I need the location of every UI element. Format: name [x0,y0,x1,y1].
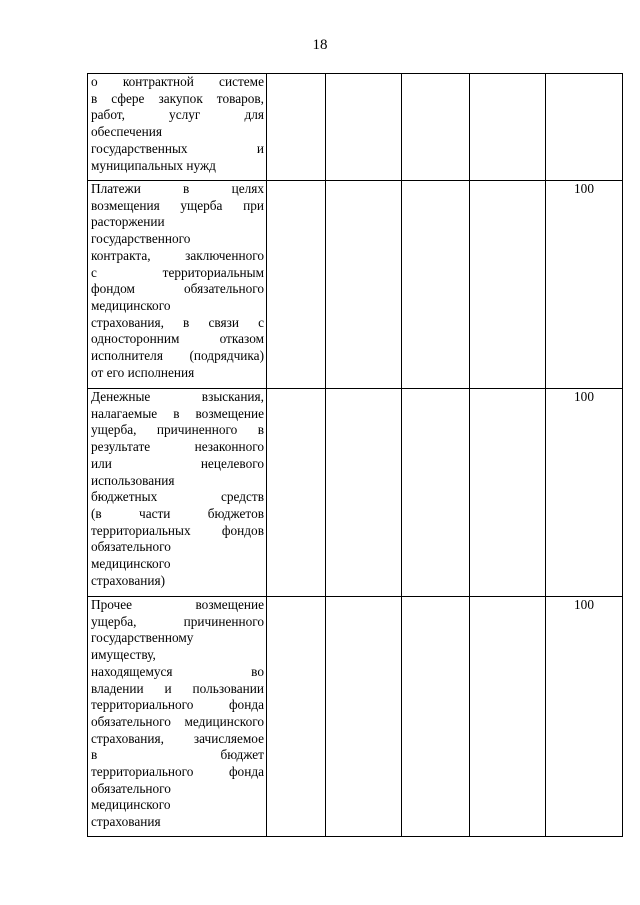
description-line: территориального фонда [91,764,264,780]
row-description-cell [88,74,267,181]
description-line: работ, услуг для [91,107,264,123]
description-line: в бюджет [91,747,264,763]
description-line: обеспечения [91,124,162,140]
empty-value-cell [470,181,546,389]
description-line: владении и пользовании [91,680,264,696]
description-line: налагаемые в возмещение [91,405,264,421]
row-description-cell [88,181,267,389]
description-line: возмещения ущерба при [91,197,264,213]
description-line: обязательного [91,539,171,555]
description-line: результате незаконного [91,439,264,455]
description-line: о контрактной системе [91,74,264,89]
table-row [88,181,623,389]
empty-value-cell [267,597,326,837]
empty-value-cell [402,181,470,389]
description-line: государственных и [91,140,264,156]
description-line: ущерба, причиненного в [91,422,264,438]
description-line: медицинского [91,797,171,813]
row-description-cell [88,597,267,837]
description-line: страхования, зачисляемое [91,730,264,746]
description-line: обязательного [91,780,171,796]
description-line: (в части бюджетов [91,505,264,521]
description-line: обязательного медицинского [91,713,264,729]
table-row [88,597,623,837]
empty-value-cell [267,74,326,181]
description-line: территориального фонда [91,697,264,713]
percent-value-cell [546,597,623,837]
percent-value: 100 [574,181,594,196]
percent-value-cell [546,389,623,597]
description-line: ущерба, причиненного [91,613,264,629]
empty-value-cell [402,597,470,837]
empty-value-cell [402,389,470,597]
row-description [88,74,266,174]
description-line: государственного [91,231,191,247]
description-line: муниципальных нужд [91,157,216,173]
empty-value-cell [326,181,402,389]
percent-value: 100 [574,389,594,404]
description-line: страхования, в связи с [91,314,264,330]
description-line: или нецелевого [91,455,264,471]
empty-value-cell [402,74,470,181]
percent-value-cell [546,74,623,181]
description-line: от его исполнения [91,364,195,380]
description-line: находящемуся во [91,663,264,679]
empty-value-cell [326,389,402,597]
description-line: использования [91,472,175,488]
description-line: медицинского [91,297,171,313]
description-line: Платежи в целях [91,181,264,196]
revenue-table [87,73,623,837]
description-line: в сфере закупок товаров, [91,90,264,106]
description-line: с территориальным [91,264,264,280]
description-line: исполнителя (подрядчика) [91,348,264,364]
description-line: фондом обязательного [91,281,264,297]
empty-value-cell [267,389,326,597]
description-line: расторжении [91,214,165,230]
row-description-cell [88,389,267,597]
description-line: медицинского [91,556,171,572]
description-line: Денежные взыскания, [91,389,264,404]
description-line: страхования) [91,572,165,588]
percent-value: 100 [574,597,594,612]
description-line: страхования [91,814,161,830]
empty-value-cell [267,181,326,389]
table-row [88,389,623,597]
page-number: 18 [312,37,328,53]
description-line: территориальных фондов [91,522,264,538]
empty-value-cell [326,597,402,837]
row-description [88,597,266,831]
description-line: имуществу, [91,647,156,663]
description-line: бюджетных средств [91,489,264,505]
description-line: Прочее возмещение [91,597,264,612]
table-row [88,74,623,181]
row-description [88,181,266,381]
empty-value-cell [326,74,402,181]
empty-value-cell [470,597,546,837]
percent-value-cell [546,181,623,389]
empty-value-cell [470,74,546,181]
empty-value-cell [470,389,546,597]
description-line: односторонним отказом [91,331,264,347]
description-line: контракта, заключенного [91,247,264,263]
row-description [88,389,266,589]
description-line: государственному [91,630,194,646]
